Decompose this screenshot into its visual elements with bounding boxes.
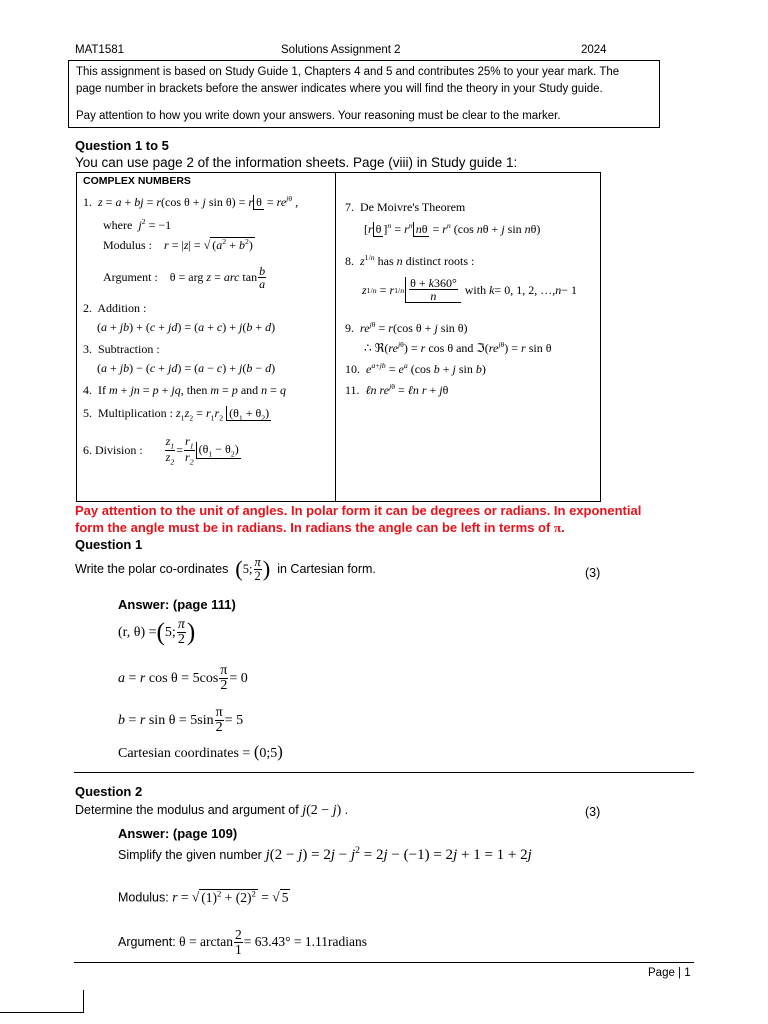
- question-1-prompt: Write the polar co-ordinates ( 5; $\frac{\pi}{2}$ ) in Cartesian form.: [75, 555, 376, 583]
- question-1-marks: (3): [585, 566, 601, 580]
- corner-mark-horizontal: [0, 1012, 84, 1013]
- question-2-heading: Question 2: [75, 784, 143, 799]
- q1-result: Cartesian coordinates = (0;5): [118, 742, 283, 761]
- q1to5-intro: You can use page 2 of the information sheets. Page (viii) in Study guide 1:: [75, 155, 518, 170]
- formula-2: (a + jb) + (c + jd) = (a + c) + j(b + d): [97, 320, 276, 334]
- formula-9b: ∴ $ℜ(re^{j\theta}) = r$ cos θ and $ℑ(re^{j\theta}) = r$ sin θ: [364, 340, 552, 355]
- formula-9: 9. $re^{j\theta} = r(\cos$ θ + j sin θ): [345, 320, 468, 335]
- table-divider: [335, 173, 336, 501]
- notice-box: [68, 60, 660, 128]
- formula-10: 10. $e^{a+jb} = e^a$ (cos b + j sin b): [345, 361, 486, 376]
- formula-1: 1. z = a + bj = r(cos θ + j sin θ) = r $\theta = re^{j\theta}$ ,: [83, 194, 299, 209]
- section-divider: [74, 772, 694, 773]
- question-1-answer-label: Answer: (page 111): [118, 597, 236, 612]
- formula-7-label: 7. De Moivre's Theorem: [345, 200, 466, 214]
- notice-line-3: Pay attention to how you write down your answers. Your reasoning must be clear to the marker.: [76, 110, 561, 122]
- formula-table: [76, 172, 601, 502]
- course-code: MAT1581: [75, 44, 125, 56]
- question-2-marks: (3): [585, 805, 601, 819]
- formula-11: 11. ℓn $re^{j\theta}$ = ℓn r + jθ: [345, 382, 449, 397]
- formula-4: 4. If m + jn = p + jq, then m = p and n = q: [83, 383, 286, 397]
- q1-step-b: b = r sin θ = 5sin $\frac{\pi}{2}$ = 5: [118, 705, 244, 735]
- q1to5-heading: Question 1 to 5: [75, 138, 169, 153]
- table-heading: COMPLEX NUMBERS: [83, 175, 191, 187]
- formula-3: (a + jb) − (c + jd) = (a − c) + j(b − d): [97, 361, 276, 375]
- formula-modulus: Modulus : r = |z| = √ $(a^2 + b^2)$: [103, 237, 253, 252]
- q2-simplify: Simplify the given number $j(2 - j) = 2j - j^2 = 2j - (-1) = 2j + 1 = 1 + 2j$: [118, 845, 532, 863]
- formula-5: 5. Multiplication : $z_1z_2 = r_1r_2$ $(\theta_1 + \theta_2)$: [83, 406, 270, 423]
- angle-warning-line-2: form the angle must be in radians. In radians the angle can be left in terms of π.: [75, 520, 565, 535]
- notice-line-2: page number in brackets before the answer indicates where you will find the theory in your Study guide.: [76, 83, 603, 95]
- question-1-heading: Question 1: [75, 537, 143, 552]
- question-2-prompt: Determine the modulus and argument of j(2 − j) .: [75, 803, 349, 818]
- q2-modulus: Modulus: r = √ $(1)^2 + (2)^2$ = √ 5: [118, 888, 289, 905]
- angle-warning-line-1: Pay attention to the unit of angles. In polar form it can be degrees or radians. In exponential: [75, 503, 642, 518]
- page-number: Page | 1: [648, 967, 691, 979]
- formula-3-label: 3. Subtraction :: [83, 342, 160, 356]
- formula-8-label: 8. $z^{1/n}$ has n distinct roots :: [345, 253, 475, 268]
- corner-mark-vertical: [83, 990, 84, 1012]
- formula-argument: Argument : θ = arg z = arc tan $\frac{b}{a}$: [103, 264, 266, 291]
- document-title: Solutions Assignment 2: [281, 44, 401, 56]
- q1-step-polar: (r, θ) = ( 5; $\frac{\pi}{2}$ ): [118, 617, 196, 647]
- question-2-answer-label: Answer: (page 109): [118, 826, 238, 841]
- q2-argument: Argument: θ = arctan $\frac{2}{1}$ = 63.43° = 1.11 radians: [118, 927, 367, 957]
- notice-line-1: This assignment is based on Study Guide 1, Chapters 4 and 5 and contributes 25% to your year mark. The: [76, 66, 620, 78]
- q1-step-a: a = r cos θ = 5cos $\frac{\pi}{2}$ = 0: [118, 663, 248, 693]
- year: 2024: [581, 44, 607, 56]
- formula-8: z 1/n = r 1/n $\frac{\theta + k360^\circ}{n}$ with k = 0, 1, 2, …, n − 1: [362, 276, 577, 303]
- formula-6: 6. Division : $\frac{z_1}{z_2}$ = $\frac{r_1}{r_2}$ $(\theta_1 - \theta_2)$: [83, 434, 239, 467]
- formula-1-where: where $j^2 = -1$: [103, 217, 172, 232]
- footer-divider: [74, 962, 694, 963]
- formula-7: [r θ ]$^n = r^n$ $n\theta = r^n$ (cos nθ + j sin nθ): [364, 221, 541, 236]
- formula-2-label: 2. Addition :: [83, 301, 147, 315]
